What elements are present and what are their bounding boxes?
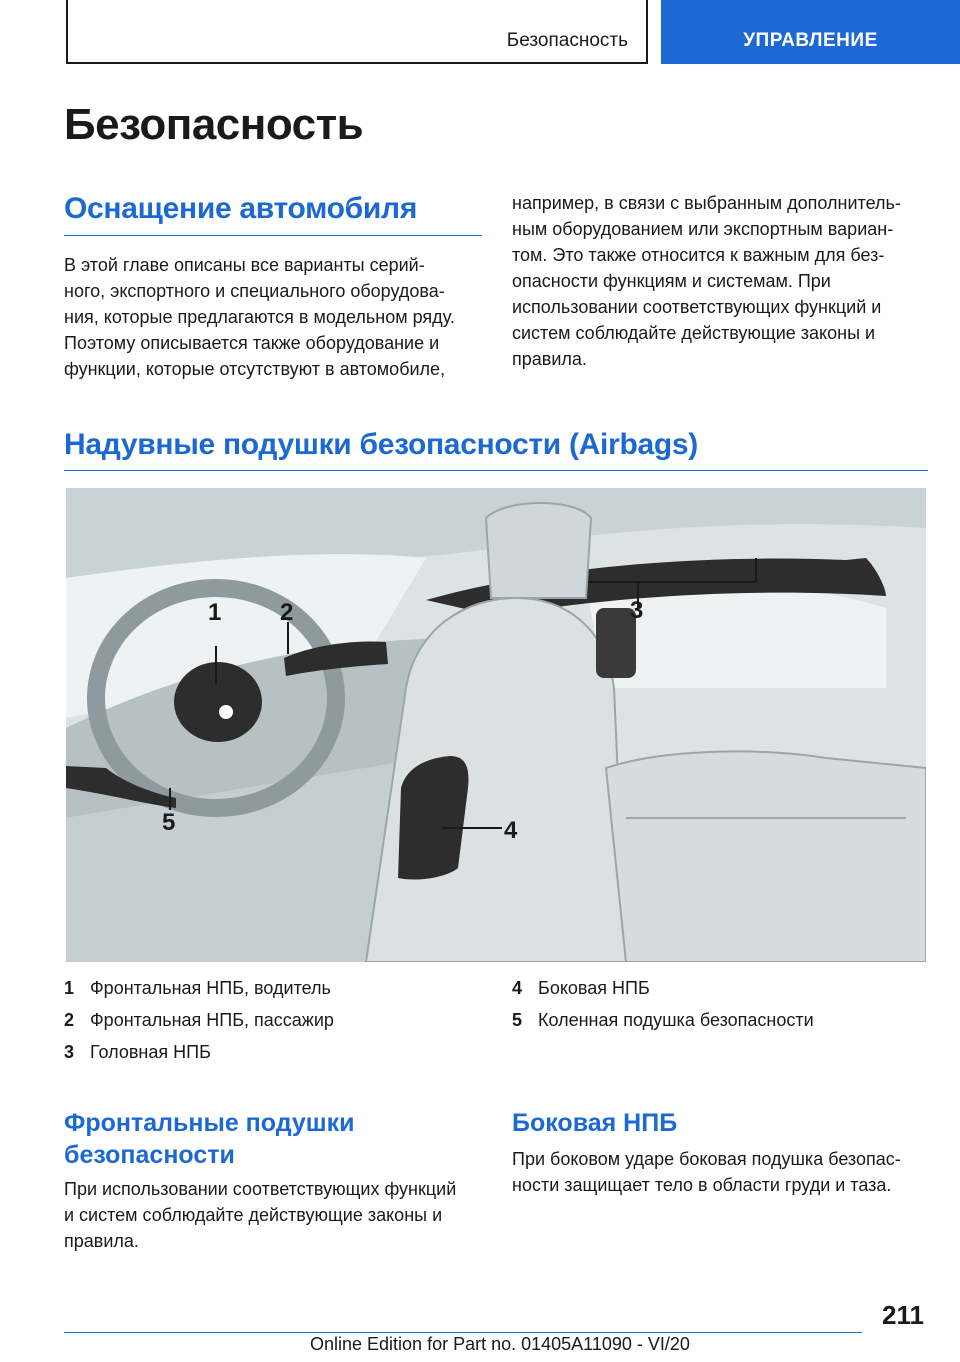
text-line: правила. bbox=[512, 349, 587, 369]
legend-number: 5 bbox=[512, 1010, 523, 1030]
callout-1: 1 bbox=[208, 599, 222, 626]
text-line: При боковом ударе боковая подушка безопас- bbox=[512, 1149, 901, 1169]
section-side-text bbox=[512, 1146, 932, 1198]
text-line: ным оборудованием или экспортным вариан- bbox=[512, 219, 894, 239]
legend-number: 2 bbox=[64, 1010, 75, 1030]
section-airbags-title: Надувные подушки безопасности (Airbags) bbox=[64, 428, 698, 461]
footer-rule bbox=[64, 1332, 862, 1333]
header-chapter-label: УПРАВЛЕНИЕ bbox=[743, 30, 878, 51]
section-rule bbox=[64, 470, 928, 471]
figure-legend-col2 bbox=[512, 972, 814, 1036]
legend-text: Коленная подушка безопасности bbox=[538, 1010, 814, 1030]
legend-number: 4 bbox=[512, 978, 523, 998]
callout-5: 5 bbox=[162, 809, 176, 836]
header-section-label: Безопасность bbox=[506, 30, 628, 51]
text-line: В этой главе описаны все варианты серий- bbox=[64, 255, 425, 275]
legend-text: Фронтальная НПБ, пассажир bbox=[90, 1010, 334, 1030]
header-section-tab bbox=[66, 0, 648, 64]
legend-number: 3 bbox=[64, 1042, 75, 1062]
airbag-diagram bbox=[66, 488, 926, 962]
text-line: и систем соблюдайте действующие законы и bbox=[64, 1205, 443, 1225]
section-equipment-text-col1 bbox=[64, 252, 484, 382]
legend-item bbox=[64, 972, 334, 1004]
legend-text: Головная НПБ bbox=[90, 1042, 211, 1062]
section-frontal-title bbox=[64, 1107, 484, 1171]
legend-text: Боковая НПБ bbox=[538, 978, 650, 998]
footer-edition-text: Online Edition for Part no. 01405A11090 - VI/20 bbox=[310, 1334, 690, 1354]
text-line: например, в связи с выбранным дополнитель- bbox=[512, 193, 901, 213]
text-line: При использовании соответствующих функций bbox=[64, 1179, 457, 1199]
text-line: правила. bbox=[64, 1231, 139, 1251]
legend-item bbox=[64, 1036, 334, 1068]
text-line: использовании соответствующих функций и bbox=[512, 297, 882, 317]
section-rule bbox=[64, 235, 482, 236]
legend-item bbox=[512, 972, 814, 1004]
section-frontal-text bbox=[64, 1176, 484, 1254]
legend-item bbox=[512, 1004, 814, 1036]
header-chapter-tab[interactable] bbox=[661, 0, 960, 64]
text-line: ния, которые предлагаются в модельном ряду. bbox=[64, 307, 455, 327]
text-line: систем соблюдайте действующие законы и bbox=[512, 323, 876, 343]
callout-2: 2 bbox=[280, 599, 294, 626]
text-line: функции, которые отсутствуют в автомобиле, bbox=[64, 359, 446, 379]
page-number: 211 bbox=[882, 1300, 924, 1330]
text-line: ности защищает тело в области груди и таза. bbox=[512, 1175, 892, 1195]
page-title: Безопасность bbox=[64, 100, 364, 149]
text-line: том. Это также относится к важным для без- bbox=[512, 245, 885, 265]
section-equipment-text-col2 bbox=[512, 190, 932, 372]
figure-legend-col1 bbox=[64, 972, 334, 1068]
text-line: Поэтому описывается также оборудование и bbox=[64, 333, 440, 353]
legend-item bbox=[64, 1004, 334, 1036]
legend-text: Фронтальная НПБ, водитель bbox=[90, 978, 331, 998]
legend-number: 1 bbox=[64, 978, 75, 998]
car-interior-airbag-illustration bbox=[66, 488, 926, 962]
callout-3: 3 bbox=[630, 597, 644, 624]
title-line: безопасности bbox=[64, 1141, 235, 1169]
section-equipment-title: Оснащение автомобиля bbox=[64, 192, 418, 225]
text-line: опасности функциям и системам. При bbox=[512, 271, 831, 291]
callout-4: 4 bbox=[504, 817, 518, 844]
title-line: Фронтальные подушки bbox=[64, 1109, 355, 1137]
text-line: ного, экспортного и специального оборудова- bbox=[64, 281, 445, 301]
section-side-title: Боковая НПБ bbox=[512, 1109, 678, 1137]
